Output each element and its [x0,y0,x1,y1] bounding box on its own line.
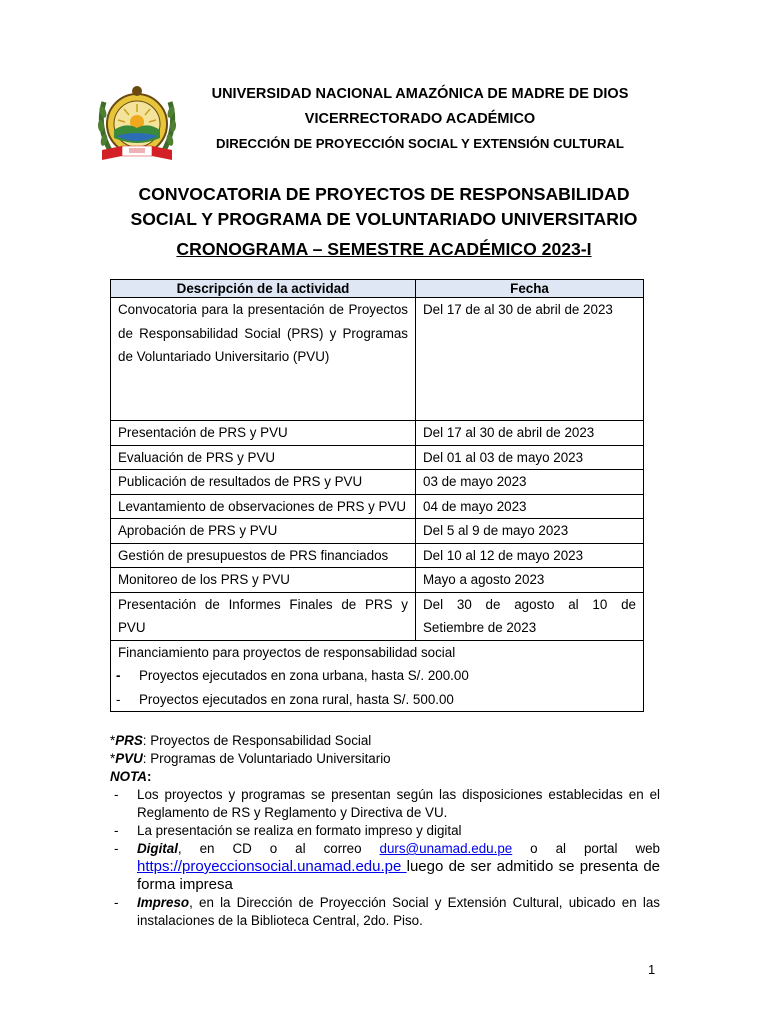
column-header-date: Fecha [416,280,644,298]
schedule-table [110,279,644,712]
date-cell: 04 de mayo 2023 [416,494,644,519]
direccion-label: DIRECCIÓN DE PROYECCIÓN SOCIAL Y EXTENSIÓN CULTURAL [216,136,624,151]
column-header-activity: Descripción de la actividad [111,280,416,298]
nota-label: NOTA: [110,769,152,784]
portal-link[interactable]: https://proyeccionsocial.unamad.edu.pe [137,858,407,875]
table-row [111,298,644,421]
list-item: - Impreso, en la Dirección de Proyección Social y Extensión Cultural, ubicado en las instalaciones de la Biblioteca Central, 2do. Piso. [114,895,660,928]
university-name: UNIVERSIDAD NACIONAL AMAZÓNICA DE MADRE DE DIOS [211,86,629,102]
table-row [111,519,644,544]
activity-cell: Levantamiento de observaciones de PRS y PVU [111,494,416,519]
financing-title: Financiamiento para proyectos de responsabilidad social [118,644,456,660]
table-header-row [111,280,644,298]
list-item: - La presentación se realiza en formato impreso y digital [114,823,462,838]
activity-cell: Publicación de resultados de PRS y PVU [111,470,416,495]
table-row [111,592,644,640]
list-item: - Proyectos ejecutados en zona urbana, hasta S/. 200.00 [116,668,469,683]
date-cell: Mayo a agosto 2023 [416,568,644,593]
title-line-2: SOCIAL Y PROGRAMA DE VOLUNTARIADO UNIVERSITARIO [130,209,638,229]
notes-section [110,732,660,930]
date-cell: Del 30 de agosto al 10 de Setiembre de 2023 [416,592,644,640]
table-row [111,494,644,519]
pvu-definition: *PVU: Programas de Voluntariado Universitario [110,751,391,766]
financing-row [111,640,644,712]
date-cell: Del 17 al 30 de abril de 2023 [416,421,644,446]
list-item: - Digital, en CD o al correo durs@unamad.edu.pe o al portal web https://proyeccionsocial.unamad.edu.pe luego de ser admitido se presenta de forma impresa [114,841,661,893]
title-line-1: CONVOCATORIA DE PROYECTOS DE RESPONSABILIDAD [138,184,630,204]
prs-definition: *PRS: Proyectos de Responsabilidad Social [110,733,372,748]
activity-cell: Evaluación de PRS y PVU [111,445,416,470]
table-row [111,470,644,495]
activity-cell: Convocatoria para la presentación de Proyectos de Responsabilidad Social (PRS) y Programas de Voluntariado Universitario (PVU) [111,298,416,421]
university-seal-icon [94,82,180,168]
date-cell: Del 17 de al 30 de abril de 2023 [416,298,644,421]
activity-cell: Presentación de PRS y PVU [111,421,416,446]
table-row [111,543,644,568]
date-cell: Del 01 al 03 de mayo 2023 [416,445,644,470]
activity-cell: Gestión de presupuestos de PRS financiados [111,543,416,568]
list-item: - Proyectos ejecutados en zona rural, hasta S/. 500.00 [116,691,454,707]
email-link[interactable]: durs@unamad.edu.pe [379,841,513,856]
schedule-title: CRONOGRAMA – SEMESTRE ACADÉMICO 2023-I [176,239,592,259]
financing-cell [111,640,644,712]
notes-list [110,786,660,930]
activity-cell: Monitoreo de los PRS y PVU [111,568,416,593]
activity-cell: Presentación de Informes Finales de PRS y PVU [111,592,416,640]
date-cell: 03 de mayo 2023 [416,470,644,495]
financing-list [118,664,636,711]
date-cell: Del 5 al 9 de mayo 2023 [416,519,644,544]
date-cell: Del 10 al 12 de mayo 2023 [416,543,644,568]
table-row [111,445,644,470]
table-row [111,568,644,593]
table-row [111,421,644,446]
activity-cell: Aprobación de PRS y PVU [111,519,416,544]
page-number: 1 [648,962,656,977]
list-item: - Los proyectos y programas se presentan según las disposiciones establecidas en el Reglamento de RS y Reglamento y Directiva de VU. [114,787,660,820]
vicerrectorado-label: VICERRECTORADO ACADÉMICO [304,111,536,127]
